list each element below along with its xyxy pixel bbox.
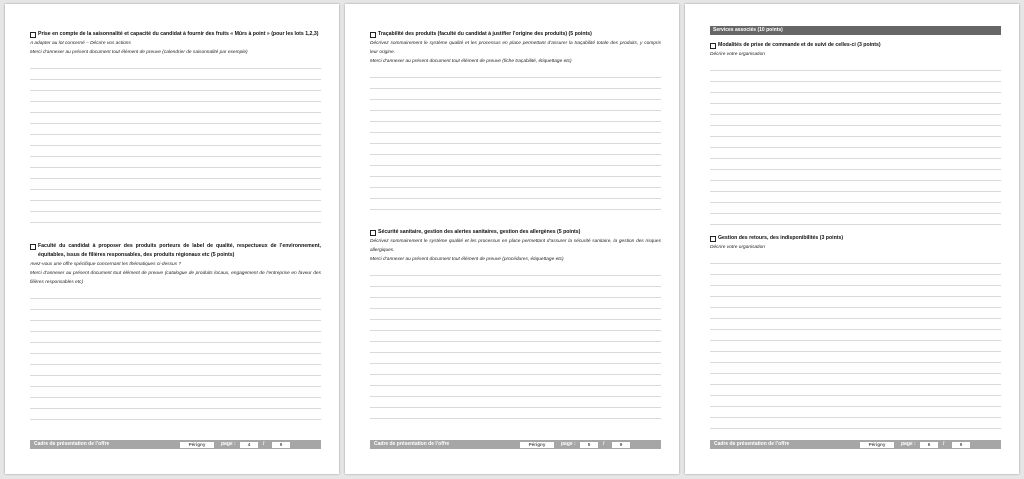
criterion-heading: Sécurité sanitaire, gestion des alertes sanitaires, gestion des allergènes (5 points) bbox=[370, 228, 661, 237]
answer-lines[interactable] bbox=[710, 253, 1001, 431]
instruction-text: Décrivez sommairement le système qualité et les processus en place permettant d’assurer la traçabilité totale des produits, y compris leur origine. bbox=[370, 41, 661, 55]
instruction-text: Merci d’annexer au présent document tout élément de preuve (catalogue de produits locaux, engagement de l’entreprise en faveur des filières responsables etc) bbox=[30, 271, 321, 285]
footer-city: Périgny bbox=[520, 442, 554, 448]
page-footer bbox=[370, 440, 661, 449]
footer-separator: / bbox=[943, 441, 945, 447]
checkbox-icon[interactable] bbox=[30, 32, 36, 38]
footer-page-number: 6 bbox=[920, 442, 938, 448]
footer-page-label: page : bbox=[561, 441, 576, 447]
footer-page-number: 5 bbox=[580, 442, 598, 448]
checkbox-icon[interactable] bbox=[710, 236, 716, 242]
section-services-associes bbox=[710, 26, 1001, 228]
instruction-text: Merci d’annexer au présent document tout élément de preuve (procédures, étiquettage etc) bbox=[370, 257, 564, 262]
section-label-qualite bbox=[30, 242, 321, 428]
answer-lines[interactable] bbox=[30, 58, 321, 223]
criterion-heading: Prise en compte de la saisonnalité et capacité du candidat à fournir des fruits « Mûrs à point » (pour les lots 1,2,3) bbox=[30, 30, 321, 39]
footer-page-label: page : bbox=[901, 441, 916, 447]
footer-title: Cadre de présentation de l’offre bbox=[714, 441, 790, 447]
instruction-text: Merci d’annexer au présent document tout élément de preuve (fiche traçabilité, étiquettage etc) bbox=[370, 59, 572, 64]
page-footer bbox=[30, 440, 321, 449]
footer-title: Cadre de présentation de l’offre bbox=[34, 441, 110, 447]
footer-separator: / bbox=[603, 441, 605, 447]
footer-title: Cadre de présentation de l’offre bbox=[374, 441, 450, 447]
criterion-heading: Traçabilité des produits (faculté du candidat à justifier l’origine des produits) (5 points) bbox=[370, 30, 661, 39]
footer-separator: / bbox=[263, 441, 265, 447]
footer-page-label: page : bbox=[221, 441, 236, 447]
section-tracabilite bbox=[370, 30, 661, 217]
answer-lines[interactable] bbox=[30, 288, 321, 428]
checkbox-icon[interactable] bbox=[370, 230, 376, 236]
footer-page-total: 9 bbox=[272, 442, 290, 448]
footer-page-number: 4 bbox=[240, 442, 258, 448]
footer-city: Périgny bbox=[860, 442, 894, 448]
criterion-heading: Gestion des retours, des indisponibilités (3 points) bbox=[710, 234, 1001, 243]
criterion-heading: Modalités de prise de commande et de suivi de celles-ci (3 points) bbox=[710, 41, 1001, 50]
page-footer bbox=[710, 440, 1001, 449]
checkbox-icon[interactable] bbox=[710, 43, 716, 49]
document-page-4 bbox=[5, 4, 339, 474]
instruction-text: Avez-vous une offre spécifique concernant les thématiques ci-dessus ? bbox=[30, 262, 182, 267]
document-page-6 bbox=[685, 4, 1019, 474]
section-securite-sanitaire bbox=[370, 228, 661, 425]
instruction-text: Merci d’annexer au présent document tout élément de preuve (calendrier de saisonnalité par exemple) bbox=[30, 50, 248, 55]
answer-lines[interactable] bbox=[370, 67, 661, 217]
section-gestion-retours bbox=[710, 234, 1001, 431]
instruction-text: Décrire votre organisation bbox=[710, 52, 765, 57]
instruction-text: Décrire votre organisation bbox=[710, 245, 765, 250]
footer-city: Périgny bbox=[180, 442, 214, 448]
footer-page-total: 9 bbox=[612, 442, 630, 448]
answer-lines[interactable] bbox=[370, 265, 661, 425]
footer-page-total: 9 bbox=[952, 442, 970, 448]
instruction-text: A adapter au lot concerné – Décrire vos actions bbox=[30, 41, 131, 46]
document-page-5 bbox=[345, 4, 679, 474]
checkbox-icon[interactable] bbox=[370, 32, 376, 38]
section-banner: Services associés (10 points) bbox=[710, 26, 1001, 35]
section-saisonnalite bbox=[30, 30, 321, 223]
instruction-text: Décrivez sommairement le système qualité et les processus en place permettant d’assurer la sécurité sanitaire, la gestion des risques allergiques. bbox=[370, 239, 661, 253]
criterion-heading: Faculté du candidat à proposer des produits porteurs de label de qualité, respectueux de l’environnement, équitables, issus de filières responsables, des produits régionaux etc (5 points) bbox=[30, 242, 321, 260]
answer-lines[interactable] bbox=[710, 60, 1001, 228]
checkbox-icon[interactable] bbox=[30, 244, 36, 250]
